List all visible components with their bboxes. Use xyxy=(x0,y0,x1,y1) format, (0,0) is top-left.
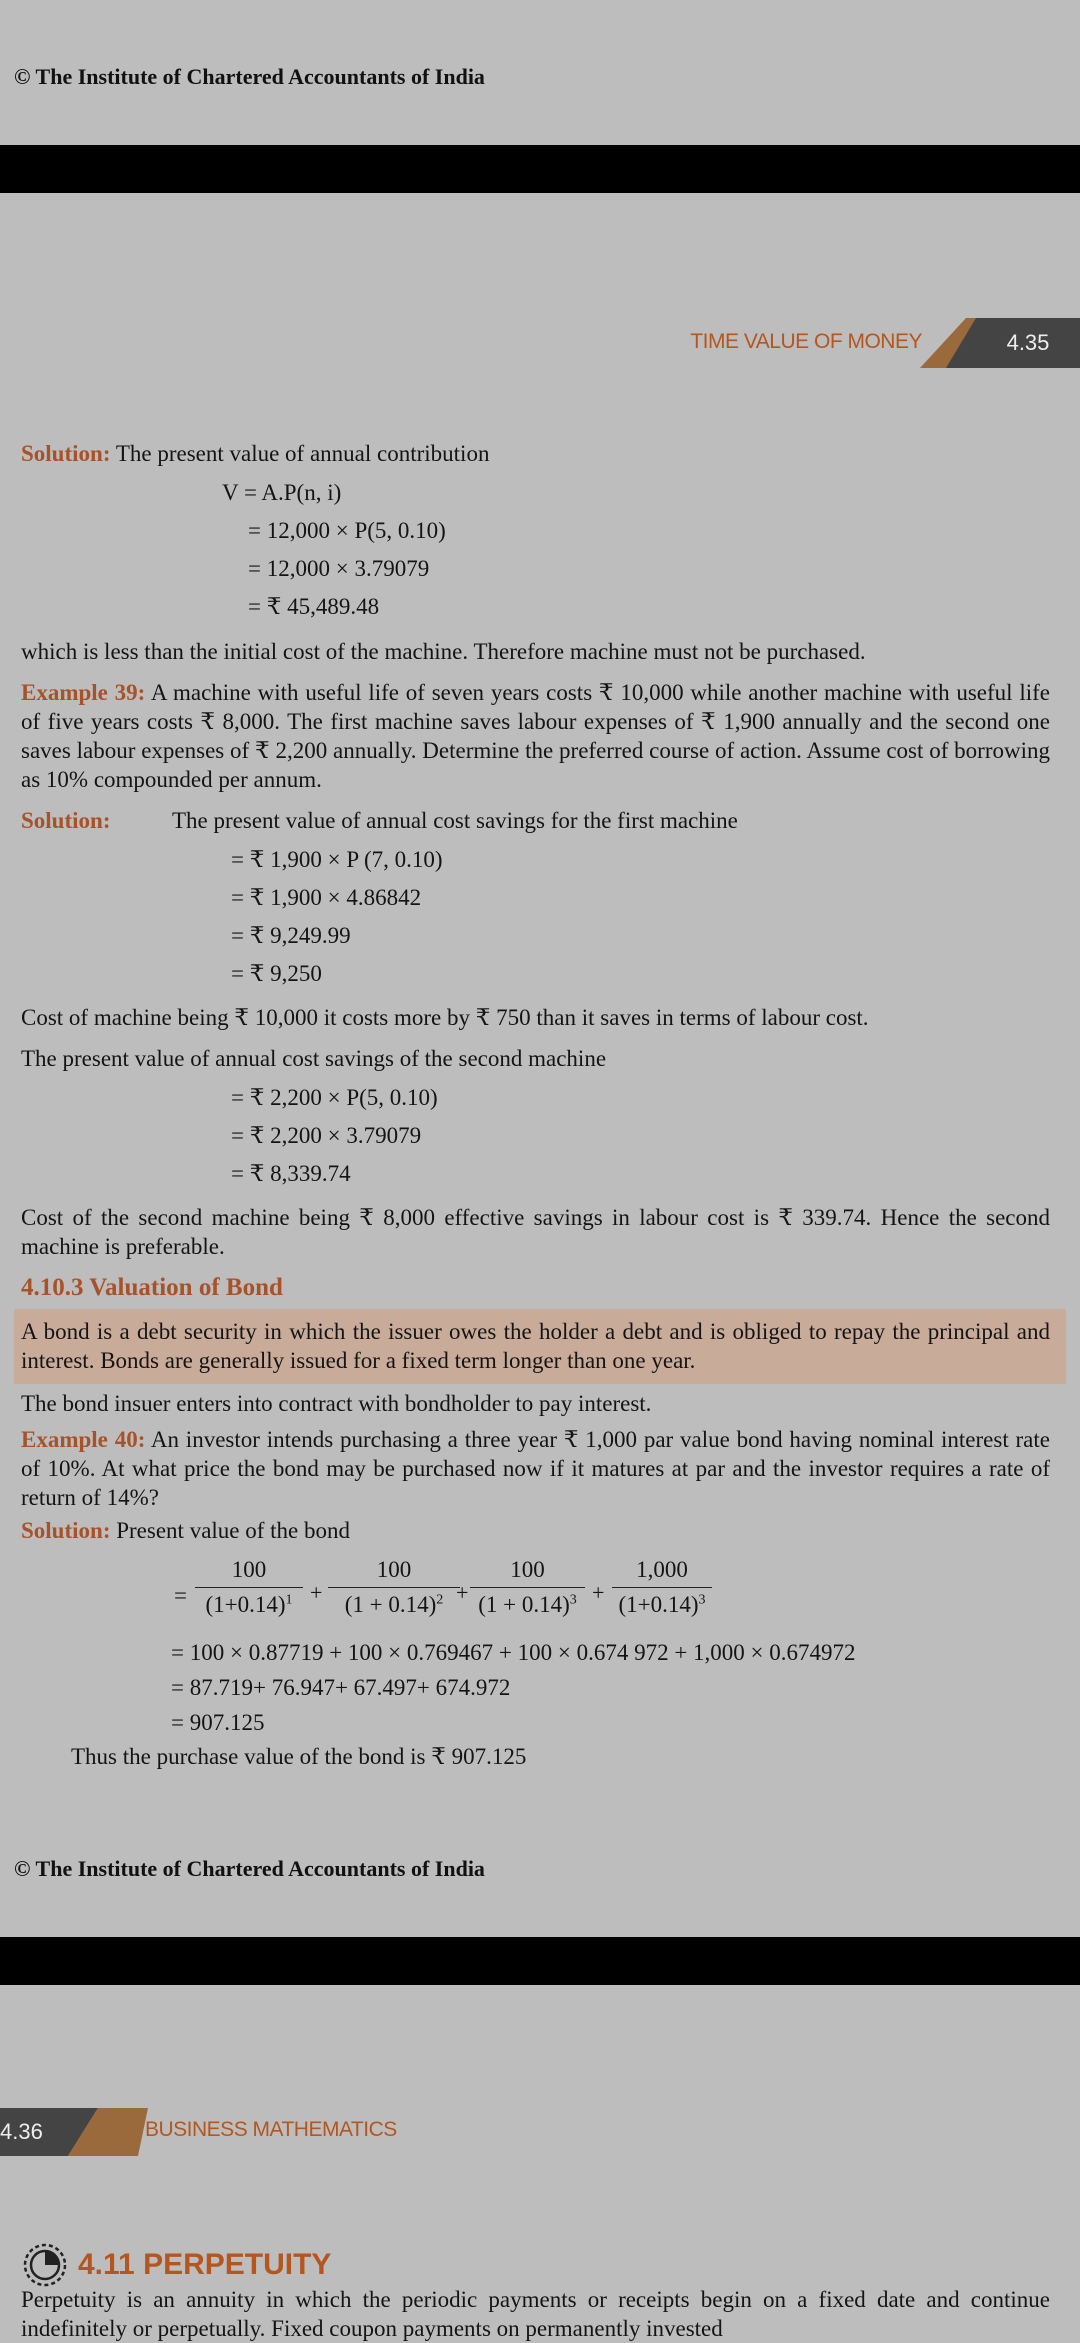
numerator: 1,000 xyxy=(636,1557,688,1582)
equation-line: = ₹ 1,900 × 4.86842 xyxy=(231,885,422,910)
solution-text: The present value of annual contribution xyxy=(110,441,490,466)
numerator: 100 xyxy=(376,1557,412,1582)
solution-intro xyxy=(21,439,1050,468)
plus-sign: + xyxy=(310,1580,323,1605)
equation-line: = ₹ 2,200 × P(5, 0.10) xyxy=(231,1085,438,1110)
solution-label: Solution: xyxy=(21,441,111,466)
solution-label: Solution: xyxy=(21,1518,111,1543)
header-decoration xyxy=(98,2108,138,2156)
example-text: A machine with useful life of seven years costs ₹ 10,000 while another machine with useful life of five years costs ₹ 8,000. The first machine saves labour expenses of ₹ 1,900 annually and the second one saves labour expenses of ₹ 2,200 annually. Determine the preferred course of action. Assume cost of borrowing as 10% compounded per annum. xyxy=(21,680,1050,792)
solution-conclusion: which is less than the initial cost of the machine. Therefore machine must not be purchased. xyxy=(21,639,866,664)
page-divider xyxy=(0,145,1080,193)
denominator: $(1+0.14)^3$ xyxy=(612,1587,712,1618)
example-40 xyxy=(21,1425,1050,1512)
fraction-term xyxy=(195,1557,303,1618)
chapter-title: TIME VALUE OF MONEY xyxy=(690,330,922,353)
example-39-conclusion: Cost of the second machine being ₹ 8,000 effective savings in labour cost is ₹ 339.74. Hence the second machine is preferable. xyxy=(21,1205,1050,1259)
equation-line: = ₹ 45,489.48 xyxy=(248,594,380,619)
page-divider xyxy=(0,1937,1080,1985)
second-machine-intro: The present value of annual cost savings of the second machine xyxy=(21,1046,607,1071)
fraction-term xyxy=(470,1557,585,1618)
equation-line: = ₹ 1,900 × P (7, 0.10) xyxy=(231,847,443,872)
equation-line: = 87.719+ 76.947+ 67.497+ 674.972 xyxy=(171,1675,511,1700)
example-40-conclusion: Thus the purchase value of the bond is ₹ 907.125 xyxy=(71,1744,527,1769)
page-number: 4.36 xyxy=(0,2108,68,2156)
denominator: $(1 + 0.14)^2$ xyxy=(328,1587,460,1618)
copyright-notice: © The Institute of Chartered Accountants of India xyxy=(14,1856,485,1881)
example-label: Example 40: xyxy=(21,1427,146,1452)
section-heading: 4.10.3 Valuation of Bond xyxy=(21,1274,283,1301)
numerator: 100 xyxy=(231,1557,267,1582)
perpetuity-heading xyxy=(22,2242,331,2288)
bond-statement: The bond insuer enters into contract with bondholder to pay interest. xyxy=(21,1391,652,1416)
fraction-term xyxy=(612,1557,712,1618)
solution-label: Solution: xyxy=(21,808,111,833)
copyright-notice: © The Institute of Chartered Accountants of India xyxy=(14,64,485,89)
equation-line: = ₹ 8,339.74 xyxy=(231,1161,351,1186)
denominator: $(1+0.14)^1$ xyxy=(195,1587,303,1618)
equation-line: = ₹ 2,200 × 3.79079 xyxy=(231,1123,422,1148)
chapter-title: BUSINESS MATHEMATICS xyxy=(145,2118,397,2141)
equation-line: = ₹ 9,249.99 xyxy=(231,923,351,948)
equation-line: = 12,000 × 3.79079 xyxy=(248,556,430,581)
equation-line: = 100 × 0.87719 + 100 × 0.769467 + 100 × 0.674 972 + 1,000 × 0.674972 xyxy=(171,1640,856,1665)
equation-line: = 12,000 × P(5, 0.10) xyxy=(248,518,446,543)
example-39 xyxy=(21,678,1050,794)
solution-intro xyxy=(21,1516,1050,1545)
equation-line: = ₹ 9,250 xyxy=(231,961,322,986)
denominator: $(1 + 0.14)^3$ xyxy=(470,1587,585,1618)
cost-statement: Cost of machine being ₹ 10,000 it costs more by ₹ 750 than it saves in terms of labour cost. xyxy=(21,1005,869,1030)
solution-text: Present value of the bond xyxy=(110,1518,351,1543)
solution-intro xyxy=(21,806,1050,835)
bond-definition: A bond is a debt security in which the issuer owes the holder a debt and is obliged to repay the principal and interest. Bonds are generally issued for a fixed term longer than one year. xyxy=(21,1319,1050,1373)
solution-text: The present value of annual cost savings for the first machine xyxy=(172,808,738,833)
example-label: Example 39: xyxy=(21,680,146,705)
plus-sign: + xyxy=(456,1580,469,1605)
clock-icon xyxy=(22,2242,68,2288)
equals-sign: = xyxy=(174,1583,187,1608)
plus-sign: + xyxy=(592,1580,605,1605)
page-number: 4.35 xyxy=(976,318,1080,368)
equation-line: = 907.125 xyxy=(171,1710,265,1735)
perpetuity-paragraph: Perpetuity is an annuity in which the periodic payments or receipts begin on a fixed date and continue indefinitely or perpetually. Fixed coupon payments on permanently invested xyxy=(21,2287,1050,2341)
example-text: An investor intends purchasing a three year ₹ 1,000 par value bond having nominal interest rate of 10%. At what price the bond may be purchased now if it matures at par and the investor requires a rate of return of 14%? xyxy=(21,1427,1050,1510)
fraction-term xyxy=(328,1557,460,1618)
numerator: 100 xyxy=(510,1557,545,1582)
equation-line: V = A.P(n, i) xyxy=(222,480,342,505)
section-heading: 4.11 PERPETUITY xyxy=(78,2248,332,2281)
